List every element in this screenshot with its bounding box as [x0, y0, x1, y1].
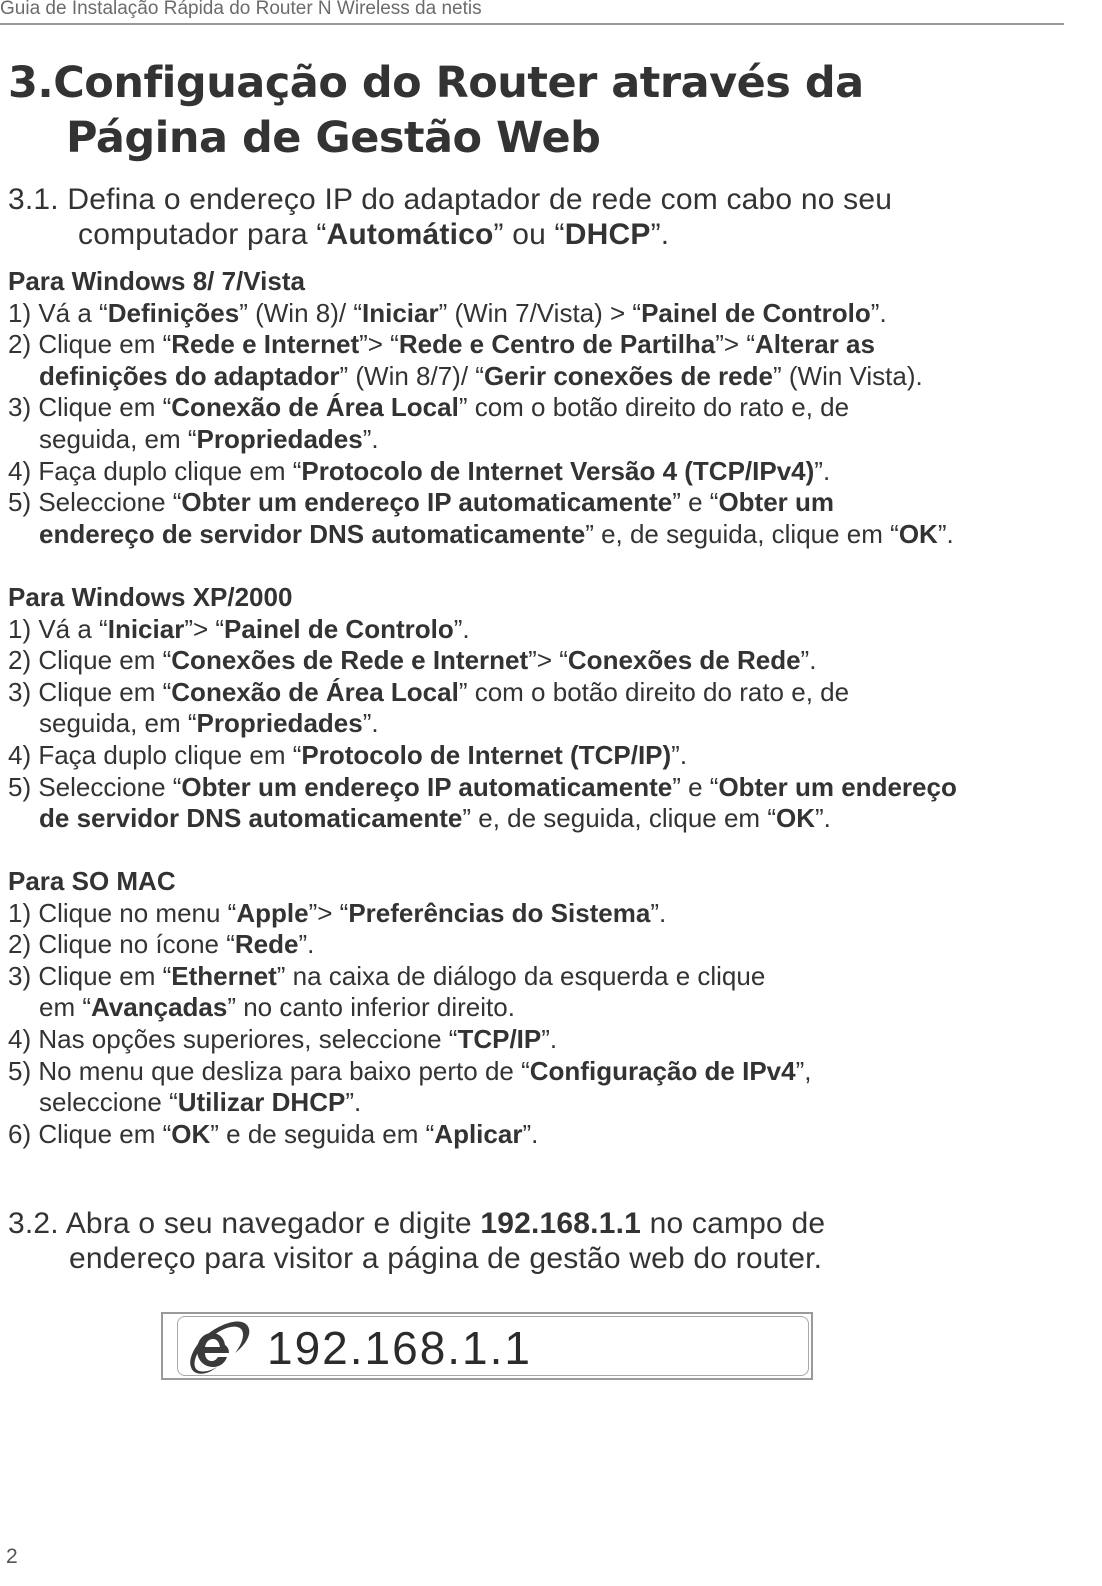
- text: ”> “: [715, 329, 755, 360]
- text: 5) No menu que desliza para baixo perto de “: [8, 1055, 530, 1086]
- step-continuation: [8, 708, 957, 740]
- step-continuation: [8, 519, 954, 551]
- term: Preferências do Sistema: [348, 897, 651, 928]
- term: Protocolo de Internet Versão 4 (TCP/IPv4): [301, 455, 815, 486]
- term: Rede e Centro de Partilha: [398, 329, 716, 360]
- text: ”> “: [359, 329, 399, 360]
- step-1: [8, 614, 957, 646]
- text: ”.: [345, 1087, 362, 1118]
- term: OK: [171, 1118, 211, 1149]
- text: ” e “: [672, 771, 719, 802]
- step-continuation: [8, 424, 954, 456]
- text: ”> “: [184, 613, 225, 644]
- term: Iniciar: [361, 297, 439, 328]
- section-windows-8-7-vista: [8, 266, 954, 550]
- term: Conexão de Área Local: [171, 676, 459, 707]
- term: Iniciar: [107, 613, 185, 644]
- text: ”.: [814, 803, 831, 834]
- section-heading: Para SO MAC: [8, 866, 176, 896]
- step-3: [8, 392, 954, 455]
- text: 4) Faça duplo clique em “: [8, 455, 302, 486]
- text: 1) Vá a “: [8, 613, 108, 644]
- step-3: [8, 961, 812, 1024]
- term: Aplicar: [434, 1118, 523, 1149]
- term: Propriedades: [196, 423, 363, 454]
- text: ”.: [937, 518, 954, 549]
- term: Obter um endereço IP automaticamente: [181, 487, 673, 518]
- text: 1) Vá a “: [8, 297, 108, 328]
- text: ” e “: [672, 487, 719, 518]
- text: ”> “: [528, 645, 568, 676]
- step-1: [8, 898, 812, 930]
- text: 4) Nas opções superiores, seleccione “: [8, 1023, 458, 1054]
- text: em “: [39, 992, 91, 1023]
- text: 1) Clique no menu “: [8, 897, 237, 928]
- step-6: [8, 1119, 812, 1151]
- term: Conexões de Rede: [567, 645, 801, 676]
- section-windows-xp-2000: [8, 582, 957, 835]
- chapter-title-line2: Página de Gestão Web: [66, 113, 601, 163]
- term: Obter um endereço IP automaticamente: [181, 771, 673, 802]
- step-4: [8, 740, 957, 772]
- text: 3) Clique em “: [8, 392, 172, 423]
- step-continuation: [8, 1087, 812, 1119]
- chapter-title-line1: 3.Configuação do Router através da: [8, 58, 864, 108]
- term: Painel de Controlo: [641, 297, 871, 328]
- term: OK: [898, 518, 938, 549]
- term: de servidor DNS automaticamente: [39, 803, 463, 834]
- term: Obter um: [718, 487, 835, 518]
- text: ”.: [541, 1023, 558, 1054]
- text: ”,: [795, 1055, 812, 1086]
- term: Alterar as: [755, 329, 875, 360]
- step-2: [8, 929, 812, 961]
- step-5: [8, 772, 957, 835]
- step-continuation: [8, 361, 954, 393]
- chapter-title: [8, 56, 864, 166]
- term: Conexão de Área Local: [171, 392, 459, 423]
- subsection-3-1-line2: [8, 217, 892, 252]
- text: ”.: [298, 929, 315, 960]
- step-4: [8, 456, 954, 488]
- term: Ethernet: [171, 960, 277, 991]
- text: ”.: [453, 613, 470, 644]
- browser-address-bar[interactable]: [161, 1312, 813, 1380]
- text: ”.: [814, 455, 831, 486]
- text: 2) Clique no ícone “: [8, 929, 235, 960]
- text: 6) Clique em “: [8, 1118, 172, 1149]
- text: ” e, de seguida, clique em “: [462, 803, 776, 834]
- step-1: [8, 298, 954, 330]
- text: 3.2. Abra o seu navegador e digite: [8, 1207, 481, 1240]
- term-automatico: Automático: [326, 218, 494, 251]
- term: Gerir conexões de rede: [483, 360, 773, 391]
- term: Painel de Controlo: [224, 613, 454, 644]
- term: Utilizar DHCP: [177, 1087, 346, 1118]
- text: no campo de: [641, 1207, 826, 1240]
- section-heading: Para Windows 8/ 7/Vista: [8, 266, 305, 296]
- text: ” (Win 8/7)/ “: [339, 360, 484, 391]
- text: seleccione “: [39, 1087, 178, 1118]
- subsection-3-2-line2: endereço para visitor a página de gestão web do router.: [69, 1242, 823, 1275]
- text: ” no canto inferior direito.: [227, 992, 515, 1023]
- text: 2) Clique em “: [8, 645, 172, 676]
- term: Obter um endereço: [718, 771, 957, 802]
- text: 3) Clique em “: [8, 676, 172, 707]
- address-url-text: 192.168.1.1: [267, 1322, 533, 1374]
- text: ” e, de seguida, clique em “: [585, 518, 899, 549]
- step-continuation: [8, 992, 812, 1024]
- text: seguida, em “: [39, 708, 197, 739]
- term-dhcp: DHCP: [564, 218, 651, 251]
- term: Rede: [234, 929, 299, 960]
- term: definições do adaptador: [39, 360, 340, 391]
- text: 2) Clique em “: [8, 329, 172, 360]
- page-number: 2: [6, 1545, 18, 1568]
- subsection-3-1-line1: 3.1. Defina o endereço IP do adaptador de rede com cabo no seu: [8, 183, 893, 216]
- step-2: [8, 329, 954, 392]
- text: ”.: [522, 1118, 539, 1149]
- term: endereço de servidor DNS automaticamente: [39, 518, 586, 549]
- running-header: Guia de Instalação Rápida do Router N Wireless da netis: [0, 0, 482, 19]
- text: 5) Seleccione “: [8, 771, 182, 802]
- term: Apple: [236, 897, 309, 928]
- header-rule: [0, 23, 1064, 25]
- text: 3) Clique em “: [8, 960, 172, 991]
- term: Definições: [107, 297, 240, 328]
- section-mac-os: [8, 866, 812, 1150]
- text: ”> “: [308, 897, 349, 928]
- term: TCP/IP: [457, 1023, 542, 1054]
- text: ” na caixa de diálogo da esquerda e clique: [276, 960, 766, 991]
- step-4: [8, 1024, 812, 1056]
- term: Configuração de IPv4: [529, 1055, 796, 1086]
- step-3: [8, 677, 957, 740]
- step-continuation: [8, 803, 957, 835]
- term: Avançadas: [91, 992, 228, 1023]
- text: computador para “: [78, 218, 327, 251]
- text: ” (Win Vista).: [772, 360, 923, 391]
- text: ” e de seguida em “: [210, 1118, 435, 1149]
- subsection-3-1: [8, 182, 892, 252]
- text: ” (Win 7/Vista) > “: [438, 297, 642, 328]
- term: Propriedades: [196, 708, 363, 739]
- text: ”.: [650, 218, 670, 251]
- text: ”.: [650, 897, 667, 928]
- term: Rede e Internet: [171, 329, 360, 360]
- step-2: [8, 645, 957, 677]
- text: ”.: [870, 297, 887, 328]
- section-heading: Para Windows XP/2000: [8, 582, 293, 612]
- ip-address: 192.168.1.1: [480, 1207, 642, 1240]
- text: ” ou “: [493, 218, 565, 251]
- text: ” (Win 8)/ “: [239, 297, 362, 328]
- step-5: [8, 487, 954, 550]
- subsection-3-2-line1: [8, 1207, 825, 1240]
- text: ”.: [800, 645, 817, 676]
- term: Conexões de Rede e Internet: [171, 645, 529, 676]
- text: ”.: [671, 739, 688, 770]
- term: OK: [775, 803, 815, 834]
- text: seguida, em “: [39, 423, 197, 454]
- text: ”.: [362, 423, 379, 454]
- text: ”.: [362, 708, 379, 739]
- text: 4) Faça duplo clique em “: [8, 739, 302, 770]
- step-5: [8, 1056, 812, 1119]
- subsection-3-2: [8, 1206, 825, 1276]
- internet-explorer-icon: [185, 1317, 253, 1381]
- text: ” com o botão direito do rato e, de: [458, 676, 850, 707]
- text: ” com o botão direito do rato e, de: [458, 392, 850, 423]
- text: 5) Seleccione “: [8, 487, 182, 518]
- term: Protocolo de Internet (TCP/IP): [301, 739, 672, 770]
